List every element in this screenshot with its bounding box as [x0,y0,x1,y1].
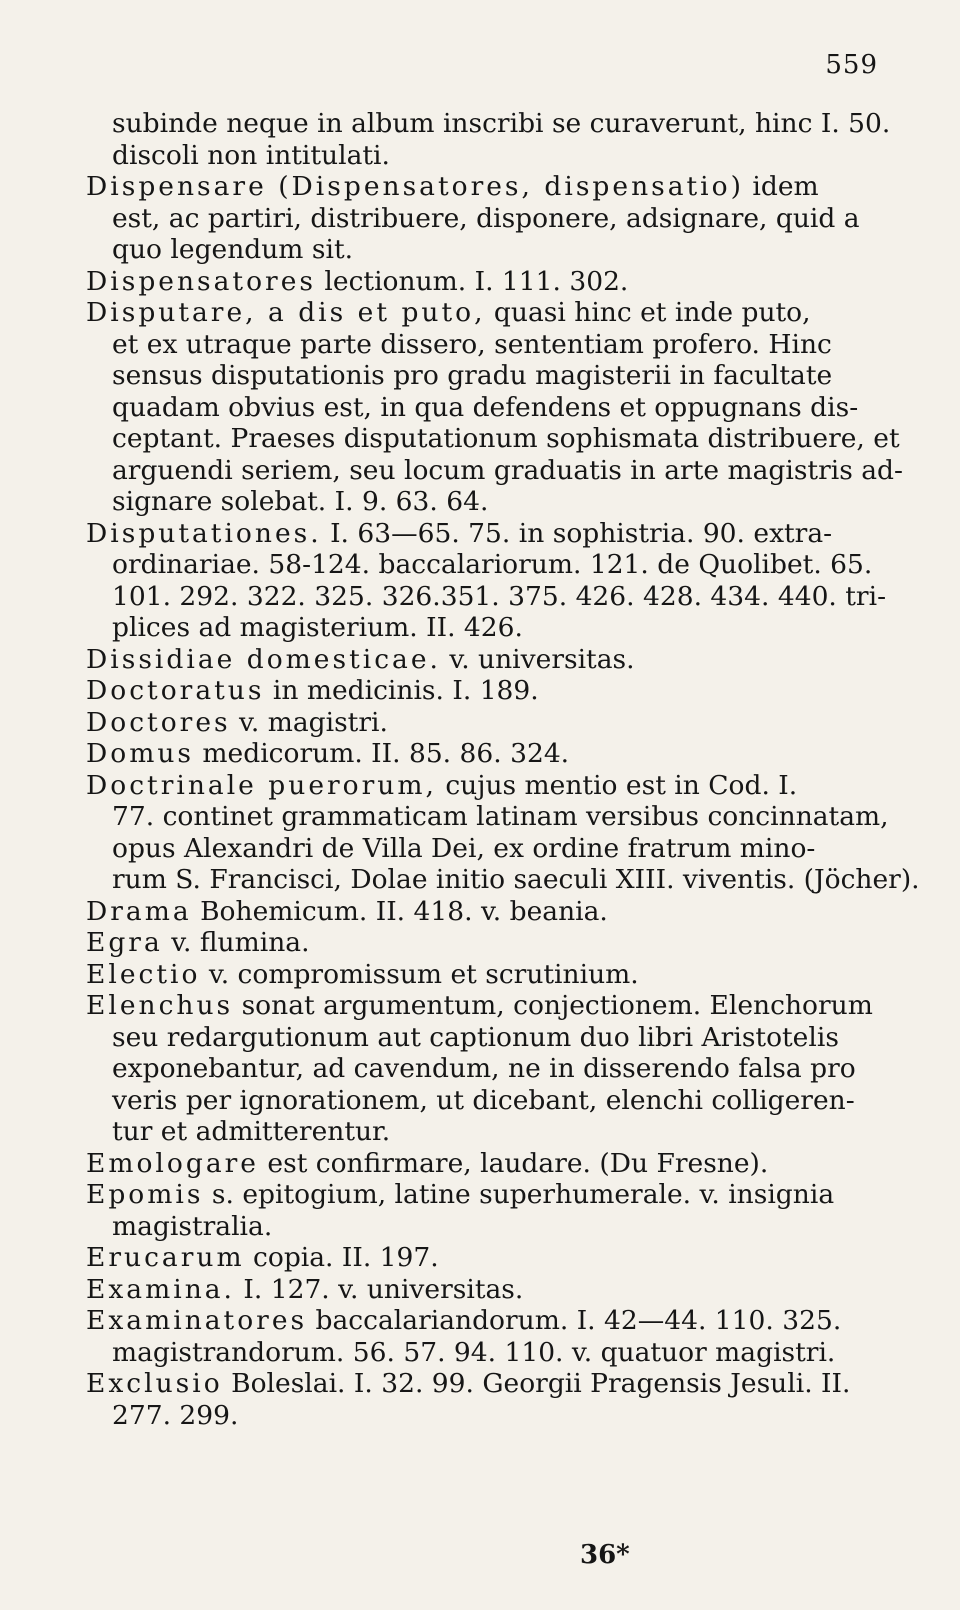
index-text: sensus disputationis pro gradu magisterii in facultate [112,360,833,391]
index-text: exponebantur, ad cavendum, ne in disserendo falsa pro [112,1053,856,1084]
index-term: Domus [86,738,194,769]
index-term: Doctrinale puerorum, [86,769,437,801]
index-continuation-line [86,1022,886,1054]
index-term: Dissidiae domesticae. [86,643,441,675]
index-continuation-line [86,486,886,518]
index-entry-line [86,518,886,550]
index-text: est, ac partiri, distribuere, disponere, adsignare, quid a [112,202,860,234]
index-entry-line [86,675,886,707]
index-text: ordinariae. 58-124. baccalariorum. 121. de Quolibet. 65. [112,549,873,580]
index-entry-line [86,770,886,802]
index-continuation-line [86,203,886,235]
index-term: Examinatores [86,1305,308,1336]
index-term: Dispensare (Dispensatores, dispensatio) [86,171,744,202]
index-text: lectionum. I. 111. 302. [316,265,629,297]
index-text: discoli non intitulati. [112,139,390,171]
index-text: s. epitogium, latine superhumerale. v. insignia [203,1179,835,1210]
index-text: sonat argumentum, conjectionem. Elenchorum [233,990,873,1021]
index-term: Elenchus [86,990,234,1021]
index-continuation-line [86,864,920,896]
index-text: 77. continet grammaticam latinam versibus concinnatam, [112,801,889,832]
index-entry-line [86,297,886,329]
index-entry-line [86,990,886,1022]
index-entry-line [86,266,886,298]
index-text: v. flumina. [162,927,310,958]
index-text: ceptant. Praeses disputationum sophismata distribuere, et [112,423,900,454]
index-text: I. 63—65. 75. in sophistria. 90. extra- [321,517,833,549]
index-continuation-line [86,1116,886,1148]
index-continuation-line [86,801,889,833]
index-continuation-line [86,1400,886,1432]
index-entry-line [86,927,886,959]
signature-mark: 36* [580,1540,630,1570]
index-continuation-line [86,140,886,172]
index-text: seu redargutionum aut captionum duo libri Aristotelis [112,1021,839,1053]
index-term: Egra [86,927,163,958]
index-text: medicorum. II. 85. 86. 324. [194,738,570,769]
index-text: 101. 292. 322. 325. 326.351. 375. 426. 428. 434. 440. tri- [112,580,887,612]
index-text: Boleslai. I. 32. 99. Georgii Pragensis Jesuli. II. [222,1368,851,1399]
index-entry-line [86,959,886,991]
index-continuation-line [86,1337,886,1369]
index-text: cujus mentio est in Cod. I. [436,769,798,801]
index-entry-line [86,707,886,739]
index-term: Emologare [86,1147,259,1179]
index-term: Erucarum [86,1242,245,1273]
index-continuation-line [86,454,903,487]
index-term: Dispensatores [86,265,316,297]
index-text: magistrandorum. 56. 57. 94. 110. v. quatuor magistri. [112,1336,836,1368]
index-continuation-line [86,549,886,581]
index-continuation-line [86,423,900,455]
index-term: Exclusio [86,1368,223,1399]
index-text: et ex utraque parte dissero, sententiam profero. Hinc [112,328,832,360]
index-term: Doctoratus [86,675,265,706]
index-term: Examina. [86,1273,235,1305]
index-text: Bohemicum. II. 418. v. beania. [191,895,608,927]
index-entry-line [86,1179,886,1211]
index-text: signare solebat. I. 9. 63. 64. [112,486,489,517]
index-text: quasi hinc et inde puto, [485,297,811,328]
index-text: rum S. Francisci, Dolae initio saeculi XIII. viventis. (Jöcher). [112,864,920,895]
page-number: 559 [825,50,878,80]
index-continuation-line [86,1085,886,1117]
index-text: copia. II. 197. [244,1242,439,1273]
index-text [86,108,920,1431]
index-entry-line [86,171,886,203]
index-text: I. 127. v. universitas. [234,1273,524,1305]
index-continuation-line [86,392,886,424]
index-continuation-line [86,1053,886,1085]
index-text: subinde neque in album inscribi se curaverunt, hinc I. 50. [112,108,891,139]
index-entry-line [86,738,886,770]
index-continuation-line [86,1211,886,1243]
index-entry-line [86,1148,886,1180]
index-text: tur et admitterentur. [112,1116,391,1147]
index-text: idem [743,171,819,202]
index-term: Disputare, a dis et puto, [86,297,486,328]
index-text: quo legendum sit. [112,234,354,265]
index-entry-line [86,644,886,676]
index-text: baccalariandorum. I. 42—44. 110. 325. [307,1305,842,1336]
index-continuation-line [86,234,886,266]
index-term: Disputationes. [86,517,322,549]
index-text: magistralia. [112,1210,273,1242]
index-entry-line [86,896,886,928]
index-text: v. compromissum et scrutinium. [200,958,639,990]
index-text: v. universitas. [440,643,635,675]
index-continuation-line [86,581,886,613]
index-text: arguendi seriem, seu locum graduatis in arte magistris ad- [112,454,903,486]
index-continuation-line [86,360,886,392]
index-entry-line [86,1274,886,1306]
index-term: Drama [86,895,192,927]
index-text: v. magistri. [230,706,388,738]
index-continuation-line [86,833,886,865]
index-term: Doctores [86,706,231,738]
index-text: 277. 299. [112,1399,239,1431]
index-text: est confirmare, laudare. (Du Fresne). [258,1147,769,1179]
index-continuation-line [86,329,886,361]
index-text: veris per ignorationem, ut dicebant, elenchi colligeren- [112,1084,855,1116]
index-text: in medicinis. I. 189. [264,675,539,706]
index-continuation-line [86,612,886,644]
index-term: Electio [86,958,201,990]
index-entry-line [86,1305,886,1337]
index-text: quadam obvius est, in qua defendens et oppugnans dis- [112,391,859,423]
index-term: Epomis [86,1179,204,1210]
index-continuation-line [86,108,891,140]
index-entry-line [86,1368,886,1400]
index-entry-line [86,1242,886,1274]
index-text: opus Alexandri de Villa Dei, ex ordine fratrum mino- [112,832,816,864]
index-text: plices ad magisterium. II. 426. [112,612,523,643]
